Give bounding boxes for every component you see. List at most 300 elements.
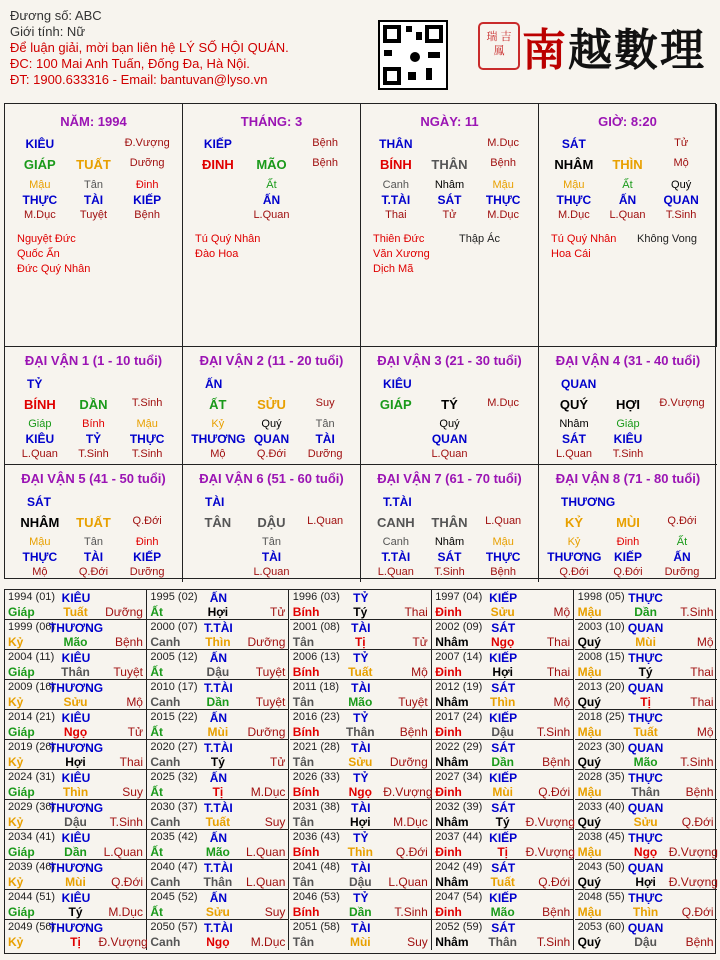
year-phase: Tử bbox=[412, 635, 428, 649]
pillar-top-row bbox=[183, 137, 360, 151]
year-stem: Quý bbox=[577, 695, 601, 709]
luck-hidden-god: THỰC bbox=[485, 550, 521, 564]
hidden-god: ẤN bbox=[262, 193, 281, 207]
year-label: 2007 (14) bbox=[435, 651, 483, 663]
luck-god: KIÊU bbox=[383, 377, 412, 391]
year-pillar-row bbox=[8, 695, 143, 709]
year-god: TỶ bbox=[353, 711, 369, 725]
year-stem: Canh bbox=[150, 635, 181, 649]
luck-branch: SỬU bbox=[257, 397, 286, 412]
year-god: QUAN bbox=[627, 861, 664, 875]
year-stem: Quý bbox=[577, 635, 601, 649]
year-branch: Ngọ bbox=[63, 725, 88, 739]
hidden-state: M.Dục bbox=[487, 209, 520, 221]
year-label: 2030 (37) bbox=[150, 801, 198, 813]
year-pillar-row bbox=[293, 935, 428, 949]
year-branch: Dần bbox=[491, 755, 515, 769]
year-stem: Canh bbox=[150, 815, 181, 829]
luck-hidden-god: KIẾP bbox=[613, 550, 642, 564]
year-cell bbox=[5, 800, 147, 830]
year-phase: Mộ bbox=[553, 695, 571, 709]
year-phase: T.Sinh bbox=[536, 725, 571, 739]
year-stem: Bính bbox=[292, 905, 320, 919]
heavenly-stem: GIÁP bbox=[23, 157, 56, 172]
luck-god: TÀI bbox=[205, 495, 225, 509]
luck-hidden-god: KIẾP bbox=[133, 550, 162, 564]
year-pillar-row bbox=[578, 635, 714, 649]
year-branch: Thìn bbox=[490, 695, 516, 709]
year-stem: Mậu bbox=[577, 605, 602, 619]
year-pillar-row bbox=[435, 875, 570, 889]
hidden-state: Bệnh bbox=[134, 209, 160, 221]
year-phase: M.Dục bbox=[108, 905, 143, 919]
luck-hidden-stem: Nhâm bbox=[559, 418, 589, 430]
year-cell bbox=[5, 590, 147, 620]
year-label: 2026 (33) bbox=[292, 771, 340, 783]
year-phase: Bệnh bbox=[399, 725, 428, 739]
year-pillar-row bbox=[150, 665, 285, 679]
luck-hidden-stem-row bbox=[5, 536, 182, 548]
hidden-god-row bbox=[183, 193, 360, 207]
hidden-god: QUAN bbox=[663, 193, 699, 207]
year-god: ẤN bbox=[209, 771, 228, 785]
year-branch: Dần bbox=[206, 695, 230, 709]
year-stem: Canh bbox=[150, 935, 181, 949]
luck-stem: CANH bbox=[377, 515, 415, 530]
luck-branch: TUẤT bbox=[76, 515, 111, 530]
year-god: TÀI bbox=[351, 801, 371, 815]
year-god: QUAN bbox=[627, 741, 664, 755]
hidden-god: KIẾP bbox=[133, 193, 162, 207]
year-cell bbox=[432, 620, 574, 650]
luck-title: ĐẠI VẬN 1 (1 - 10 tuổi) bbox=[24, 353, 163, 368]
luck-hidden-stem: Tân bbox=[84, 536, 103, 548]
year-branch: Tý bbox=[353, 605, 368, 619]
year-stem: Giáp bbox=[8, 605, 35, 619]
year-branch: Tuất bbox=[633, 725, 658, 739]
year-phase: Thai bbox=[690, 695, 714, 709]
luck-hidden-stem: Kỷ bbox=[211, 418, 225, 430]
year-pillar-row bbox=[150, 815, 285, 829]
year-pillar-row bbox=[578, 695, 714, 709]
year-god: TÀI bbox=[351, 741, 371, 755]
luck-hidden-god-row bbox=[539, 550, 717, 564]
star-item: Không Vong bbox=[637, 233, 697, 245]
star-list-secondary bbox=[637, 232, 697, 247]
luck-hidden-stem: Đinh bbox=[616, 536, 640, 548]
year-stem: Mậu bbox=[577, 725, 602, 739]
pillar-stem-phase: Tử bbox=[674, 137, 689, 149]
year-stem: Ất bbox=[150, 785, 164, 799]
luck-hidden-state: T.Sinh bbox=[612, 448, 644, 460]
year-cell bbox=[575, 680, 717, 710]
luck-hidden-state: Q.Đới bbox=[559, 566, 589, 578]
year-pillar-row bbox=[435, 605, 570, 619]
year-pillar-row bbox=[150, 605, 285, 619]
year-phase: Bệnh bbox=[685, 935, 714, 949]
pillar-stem-god: KIẾP bbox=[203, 137, 232, 151]
luck-hidden-god: THƯƠNG bbox=[547, 550, 602, 564]
luck-main-row bbox=[361, 515, 538, 530]
year-cell bbox=[575, 860, 717, 890]
year-cell bbox=[5, 920, 147, 950]
heavenly-stem: ĐINH bbox=[201, 157, 234, 172]
hidden-stem: Mậu bbox=[29, 179, 51, 191]
year-cell bbox=[5, 650, 147, 680]
year-pillar-row bbox=[150, 845, 285, 859]
year-label: 2000 (07) bbox=[150, 621, 198, 633]
luck-period bbox=[361, 464, 539, 582]
star-list bbox=[17, 232, 90, 277]
luck-hidden-god: THỰC bbox=[129, 432, 165, 446]
year-stem: Mậu bbox=[577, 845, 602, 859]
brand-logo: 南越數理 bbox=[522, 25, 706, 76]
year-god: KIẾP bbox=[489, 891, 518, 905]
year-cell bbox=[147, 860, 289, 890]
year-pillar-row bbox=[577, 845, 718, 859]
luck-hidden-state bbox=[191, 566, 244, 578]
luck-phase: T.Sinh bbox=[131, 397, 163, 409]
year-god: THỰC bbox=[628, 831, 663, 845]
year-cell bbox=[147, 800, 289, 830]
year-stem: Kỷ bbox=[8, 815, 24, 829]
qr-code-icon bbox=[378, 20, 448, 90]
year-phase: Q.Đới bbox=[538, 785, 571, 799]
year-pillar-row bbox=[8, 935, 148, 949]
year-pillar-row bbox=[435, 635, 570, 649]
year-phase: Bệnh bbox=[542, 755, 571, 769]
luck-hidden-state-row bbox=[183, 566, 360, 578]
spacer bbox=[423, 137, 476, 151]
year-pillar-row bbox=[150, 785, 285, 799]
year-phase: Mộ bbox=[126, 695, 143, 709]
hidden-stem: Quý bbox=[671, 179, 692, 191]
year-label: 1999 (06) bbox=[8, 621, 56, 633]
earthly-branch: MÃO bbox=[256, 157, 287, 172]
luck-stem: GIÁP bbox=[379, 397, 412, 412]
year-pillar-row bbox=[435, 785, 570, 799]
year-branch: Thìn bbox=[632, 905, 659, 919]
year-label: 1997 (04) bbox=[435, 591, 483, 603]
year-branch: Thân bbox=[345, 725, 375, 739]
year-phase: Đ.Vượng bbox=[383, 785, 433, 799]
year-cell bbox=[290, 740, 432, 770]
hidden-god: TÀI bbox=[83, 193, 104, 207]
year-label: 2012 (19) bbox=[435, 681, 483, 693]
luck-stem: ẤT bbox=[209, 397, 227, 412]
year-cell bbox=[147, 890, 289, 920]
year-branch: Tuất bbox=[490, 875, 515, 889]
year-phase: L.Quan bbox=[388, 875, 428, 889]
year-god: THƯƠNG bbox=[48, 681, 104, 695]
year-stem: Tân bbox=[292, 875, 315, 889]
year-label: 2008 (15) bbox=[577, 651, 625, 663]
year-pillar-row bbox=[293, 605, 428, 619]
year-label: 2035 (42) bbox=[150, 831, 198, 843]
luck-hidden-state-row bbox=[361, 566, 538, 578]
year-phase: L.Quan bbox=[246, 875, 286, 889]
year-branch: Tý bbox=[638, 665, 653, 679]
luck-title: ĐẠI VẬN 3 (21 - 30 tuổi) bbox=[377, 353, 522, 368]
year-label: 1995 (02) bbox=[150, 591, 198, 603]
luck-god: THƯƠNG bbox=[561, 495, 616, 509]
star-list-secondary bbox=[459, 232, 500, 247]
year-pillar-row bbox=[578, 815, 714, 829]
luck-hidden-stem: Bính bbox=[82, 418, 105, 430]
year-phase: Suy bbox=[264, 905, 286, 919]
year-phase: T.Sinh bbox=[680, 605, 714, 619]
year-stem: Đinh bbox=[435, 725, 462, 739]
luck-god: T.TÀI bbox=[383, 495, 412, 509]
year-stem: Mậu bbox=[577, 665, 602, 679]
luck-hidden-stem bbox=[477, 418, 530, 430]
year-god: THỰC bbox=[628, 591, 663, 605]
luck-hidden-state: Q.Đới bbox=[78, 566, 109, 578]
year-god: TÀI bbox=[351, 681, 371, 695]
luck-title: ĐẠI VẬN 5 (41 - 50 tuổi) bbox=[21, 471, 166, 486]
star-item: Văn Xương bbox=[373, 248, 430, 260]
luck-hidden-stem-row bbox=[183, 418, 360, 430]
year-phase: Đ.Vượng bbox=[98, 935, 148, 949]
luck-hidden-state: Bệnh bbox=[490, 566, 516, 578]
star-item: Nguyệt Đức bbox=[17, 233, 76, 245]
luck-branch: DẦN bbox=[79, 397, 108, 412]
earthly-branch: THÌN bbox=[612, 157, 643, 172]
year-stem: Quý bbox=[577, 755, 601, 769]
year-branch: Thân bbox=[488, 935, 518, 949]
luck-hidden-god-row bbox=[539, 432, 717, 446]
luck-hidden-state: Dưỡng bbox=[129, 566, 165, 578]
year-phase: Đ.Vượng bbox=[525, 815, 575, 829]
year-pillar-row bbox=[8, 605, 143, 619]
hidden-state: M.Dục bbox=[557, 209, 590, 221]
year-pillar-row bbox=[150, 935, 285, 949]
year-god: QUAN bbox=[627, 921, 664, 935]
year-label: 2006 (13) bbox=[292, 651, 340, 663]
star-item: Dịch Mã bbox=[373, 263, 414, 275]
luck-stem: TÂN bbox=[204, 515, 232, 530]
luck-hidden-state: T.Sinh bbox=[78, 448, 109, 460]
luck-hidden-god: TỶ bbox=[85, 432, 102, 446]
year-phase: Q.Đới bbox=[681, 905, 714, 919]
hidden-god-row bbox=[5, 193, 182, 207]
year-stem: Nhâm bbox=[435, 875, 469, 889]
year-cell bbox=[147, 680, 289, 710]
luck-hidden-state: L.Quan bbox=[253, 566, 290, 578]
year-cell bbox=[432, 920, 574, 950]
luck-hidden-god-row bbox=[5, 550, 182, 564]
luck-hidden-god bbox=[369, 432, 422, 446]
year-pillar-row bbox=[293, 725, 428, 739]
luck-hidden-state bbox=[477, 448, 530, 460]
year-god: THƯƠNG bbox=[48, 801, 104, 815]
year-phase: Thai bbox=[404, 605, 428, 619]
year-label: 2010 (17) bbox=[150, 681, 198, 693]
year-god: T.TÀI bbox=[204, 621, 233, 635]
pillar-title: GIỜ: 8:20 bbox=[598, 114, 657, 129]
hidden-stem: Mậu bbox=[563, 179, 585, 191]
luck-hidden-god: QUAN bbox=[253, 432, 290, 446]
luck-god: TỶ bbox=[27, 377, 43, 391]
year-phase: Tuyệt bbox=[255, 665, 286, 679]
year-cell bbox=[290, 890, 432, 920]
luck-main-row bbox=[5, 515, 182, 530]
luck-hidden-stem-row bbox=[183, 536, 360, 548]
year-pillar-row bbox=[435, 695, 570, 709]
luck-hidden-god-row bbox=[361, 550, 538, 564]
year-stem: Đinh bbox=[435, 845, 462, 859]
luck-hidden-state-row bbox=[539, 566, 717, 578]
year-branch: Mão bbox=[205, 845, 230, 859]
branch-phase: Bệnh bbox=[312, 157, 338, 169]
year-cell bbox=[5, 890, 147, 920]
year-branch: Tị bbox=[212, 785, 224, 799]
star-item: Đức Quý Nhân bbox=[17, 263, 91, 275]
year-phase: Tử bbox=[270, 755, 286, 769]
year-phase: L.Quan bbox=[103, 845, 143, 859]
year-cell bbox=[5, 740, 147, 770]
year-stem: Tân bbox=[292, 635, 315, 649]
year-phase: Suy bbox=[122, 785, 143, 799]
year-branch: Dậu bbox=[634, 935, 657, 949]
year-cell bbox=[147, 590, 289, 620]
year-phase: Suy bbox=[407, 935, 428, 949]
year-cell bbox=[290, 800, 432, 830]
year-stem: Bính bbox=[292, 785, 320, 799]
year-branch: Mão bbox=[633, 755, 658, 769]
luck-hidden-god: T.TÀI bbox=[381, 550, 411, 564]
year-god: THỰC bbox=[628, 891, 663, 905]
year-god: THỰC bbox=[628, 711, 663, 725]
year-label: 2009 (16) bbox=[8, 681, 56, 693]
year-label: 2001 (08) bbox=[292, 621, 340, 633]
hidden-state: Thai bbox=[385, 209, 407, 221]
contact-intro: Để luận giải, mời bạn liên hệ LÝ SỐ HỘI QUÁN. bbox=[10, 40, 289, 55]
year-branch: Tuất bbox=[63, 605, 88, 619]
pillar-column bbox=[5, 104, 183, 346]
year-stem: Ất bbox=[150, 845, 164, 859]
year-label: 2031 (38) bbox=[292, 801, 340, 813]
hidden-state-row bbox=[361, 209, 538, 221]
year-god: THƯƠNG bbox=[48, 921, 104, 935]
year-phase: Thai bbox=[690, 665, 714, 679]
luck-hidden-stem-row bbox=[539, 536, 717, 548]
hidden-stem-row bbox=[5, 179, 182, 191]
year-cell bbox=[575, 830, 717, 860]
luck-hidden-stem: Đinh bbox=[135, 536, 159, 548]
year-stem: Ất bbox=[150, 905, 164, 919]
year-label: 1994 (01) bbox=[8, 591, 56, 603]
hidden-god: SÁT bbox=[437, 193, 462, 207]
year-branch: Ngọ bbox=[491, 635, 515, 649]
four-pillars-table bbox=[4, 103, 716, 579]
luck-hidden-state: Q.Đới bbox=[613, 566, 643, 578]
luck-hidden-god: THƯƠNG bbox=[191, 432, 246, 446]
hidden-state: L.Quan bbox=[609, 209, 646, 221]
year-label: 2025 (32) bbox=[150, 771, 198, 783]
luck-hidden-state: T.Sinh bbox=[131, 448, 163, 460]
luck-main-row bbox=[539, 397, 717, 412]
year-phase: Tử bbox=[127, 725, 143, 739]
year-pillar-row bbox=[292, 785, 433, 799]
year-branch: Dần bbox=[634, 605, 657, 619]
luck-hidden-stem: Quý bbox=[439, 418, 460, 430]
year-god: T.TÀI bbox=[204, 921, 233, 935]
year-branch: Ngọ bbox=[348, 785, 372, 799]
pillar-title: NĂM: 1994 bbox=[60, 114, 127, 129]
luck-hidden-god-row bbox=[5, 432, 182, 446]
year-label: 2029 (36) bbox=[8, 801, 56, 813]
year-cell bbox=[147, 650, 289, 680]
year-cell bbox=[432, 740, 574, 770]
luck-hidden-state: Mộ bbox=[32, 566, 48, 578]
year-branch: Tý bbox=[210, 755, 225, 769]
year-label: 2045 (52) bbox=[150, 891, 198, 903]
year-god: KIẾP bbox=[489, 651, 518, 665]
luck-hidden-god bbox=[477, 432, 530, 446]
heavenly-stem: BÍNH bbox=[379, 157, 412, 172]
pillar-main-row bbox=[183, 157, 360, 172]
year-phase: L.Quan bbox=[246, 845, 286, 859]
year-cell bbox=[5, 710, 147, 740]
year-label: 2014 (21) bbox=[8, 711, 56, 723]
year-branch: Tý bbox=[495, 815, 510, 829]
year-cell bbox=[432, 650, 574, 680]
hidden-state: T.Sinh bbox=[665, 209, 697, 221]
luck-god: SÁT bbox=[27, 495, 51, 509]
year-god: ẤN bbox=[209, 651, 228, 665]
year-pillar-row bbox=[435, 935, 570, 949]
pillar-title: THÁNG: 3 bbox=[240, 114, 303, 129]
year-branch: Hợi bbox=[492, 665, 513, 679]
luck-period bbox=[539, 346, 717, 464]
luck-hidden-god: ẤN bbox=[673, 550, 691, 564]
hidden-state-row bbox=[539, 209, 716, 221]
year-cell bbox=[575, 740, 717, 770]
hidden-stem: Ất bbox=[622, 179, 633, 191]
year-label: 2015 (22) bbox=[150, 711, 198, 723]
year-stem: Quý bbox=[577, 935, 601, 949]
year-phase: Đ.Vượng bbox=[525, 845, 575, 859]
year-branch: Mùi bbox=[207, 725, 229, 739]
star-item: Tú Quý Nhân bbox=[551, 233, 617, 245]
year-stem: Quý bbox=[577, 875, 601, 889]
luck-stem: NHÂM bbox=[20, 515, 60, 530]
luck-period bbox=[5, 346, 183, 464]
luck-branch: DẬU bbox=[257, 515, 286, 530]
year-god: THỰC bbox=[628, 771, 663, 785]
pillar-main-row bbox=[539, 157, 716, 172]
year-stem: Bính bbox=[292, 605, 320, 619]
luck-hidden-state-row bbox=[361, 448, 538, 460]
luck-god: ẤN bbox=[205, 377, 223, 391]
year-label: 2047 (54) bbox=[435, 891, 483, 903]
luck-hidden-state: Q.Đới bbox=[256, 448, 287, 460]
year-phase: Suy bbox=[264, 815, 286, 829]
year-branch: Dậu bbox=[206, 665, 230, 679]
year-stem: Bính bbox=[292, 665, 320, 679]
year-pillar-row bbox=[150, 635, 285, 649]
year-god: TÀI bbox=[351, 921, 371, 935]
star-item: Tú Quý Nhân bbox=[195, 233, 261, 245]
star-list bbox=[195, 232, 260, 262]
year-pillar-row bbox=[8, 815, 143, 829]
year-label: 2051 (58) bbox=[292, 921, 340, 933]
year-phase: Q.Đới bbox=[681, 815, 714, 829]
year-god: THƯƠNG bbox=[48, 861, 104, 875]
year-phase: Q.Đới bbox=[538, 875, 571, 889]
hidden-stem: Nhâm bbox=[434, 179, 465, 191]
